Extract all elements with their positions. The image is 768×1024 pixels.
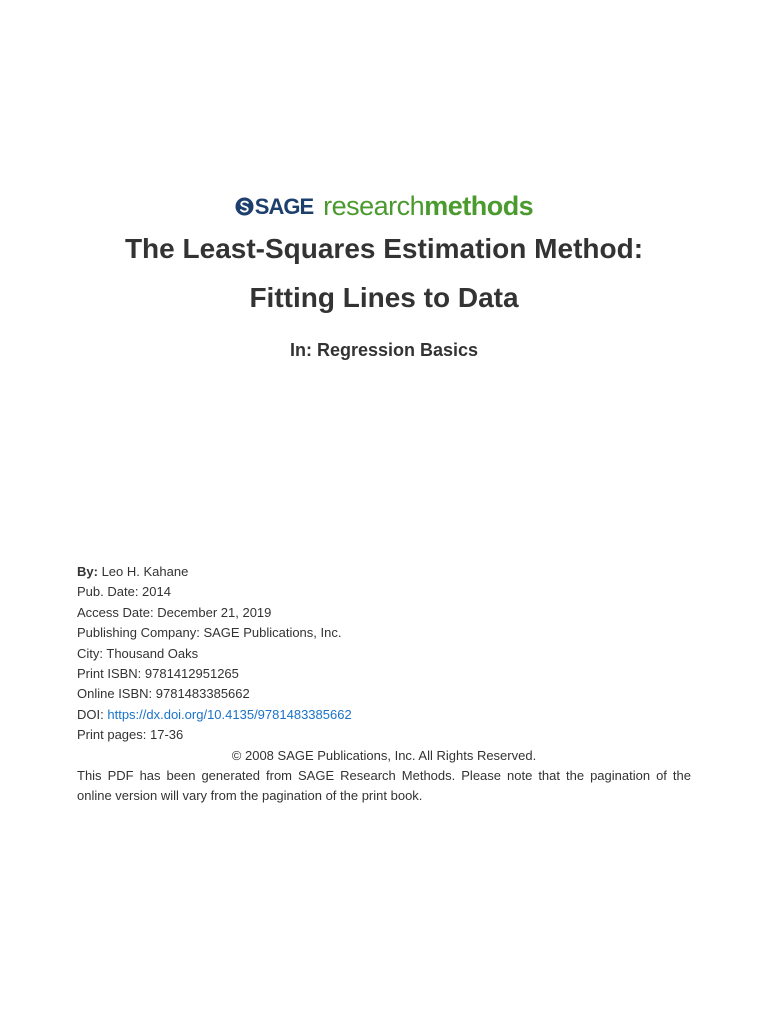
logo-brand-text: SAGE	[254, 193, 314, 219]
author-label: By:	[77, 564, 98, 579]
publishing-company: Publishing Company: SAGE Publications, Inc.	[77, 625, 342, 641]
pagination-notice: This PDF has been generated from SAGE Research Methods. Please note that the pagination of the online version will vary from the pagination of the print book.	[77, 768, 691, 804]
print-isbn: Print ISBN: 9781412951265	[77, 666, 239, 682]
document-title-line-1: The Least-Squares Estimation Method:	[124, 233, 644, 264]
pub-date: Pub. Date: 2014	[77, 584, 171, 600]
logo-product-bold-text: methods	[424, 191, 534, 221]
sage-s-logo-icon	[235, 197, 254, 216]
doi-label: DOI:	[77, 706, 104, 722]
access-date: Access Date: December 21, 2019	[77, 604, 272, 620]
author-name: Leo H. Kahane	[101, 564, 189, 579]
logo-product-light-text: research	[323, 191, 425, 221]
print-pages: Print pages: 17-36	[77, 727, 184, 743]
doi-line	[77, 705, 691, 725]
city: City: Thousand Oaks	[77, 645, 199, 661]
book-context: In: Regression Basics	[289, 340, 479, 360]
citation-metadata	[77, 562, 691, 807]
document-title-line-2: Fitting Lines to Data	[249, 282, 519, 313]
doi-link[interactable]: https://dx.doi.org/10.4135/9781483385662	[107, 706, 352, 722]
copyright-notice: © 2008 SAGE Publications, Inc. All Rights Reserved.	[231, 747, 537, 763]
sage-research-methods-logo	[0, 191, 768, 222]
document-title	[40, 224, 728, 322]
online-isbn: Online ISBN: 9781483385662	[77, 686, 250, 702]
author-line	[77, 562, 691, 582]
